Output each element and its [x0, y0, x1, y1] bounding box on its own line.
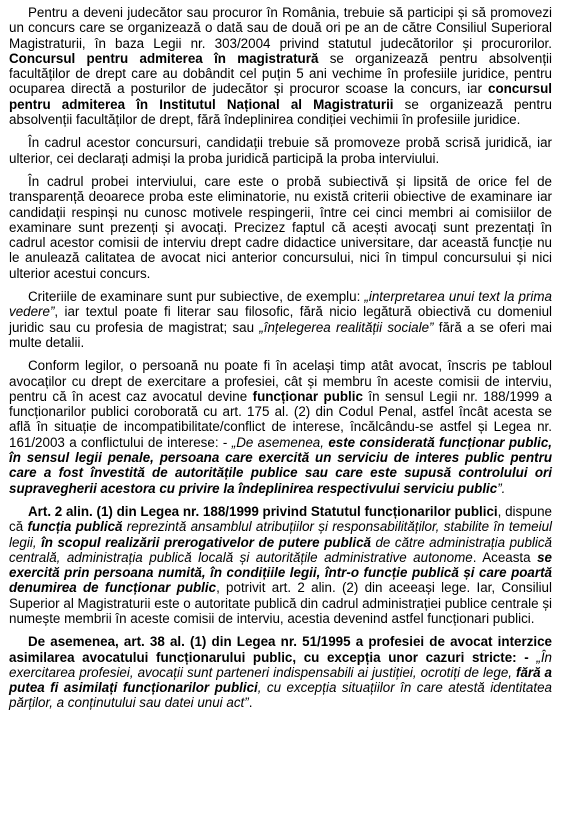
text-run: „interpretarea unui text la prima vedere”	[9, 289, 552, 320]
paragraph-lawyer-incompatibility	[9, 358, 552, 496]
text-run: fără a se oferi mai multe detalii.	[9, 319, 552, 350]
text-run: se exercită prin persoana numită, în condițiile legii, într-o funcție publică și care poartă denumirea de funcționar public	[9, 549, 552, 596]
text-run: ”.	[497, 480, 506, 496]
text-run: Concursul pentru admiterea în magistratură	[9, 50, 319, 66]
text-run: În cadrul acestor concursuri, candidații trebuie să promoveze probă scrisă juridică, iar ulterior, cei declarați admiși la proba juridică participă la proba interviului.	[9, 135, 552, 166]
paragraph-lawyer-profession-law	[9, 634, 552, 710]
text-run: Conform legilor, o persoană nu poate fi în același timp atât avocat, înscris pe tabloul avocaților cu drept de exercitare a profesiei, cât și membru în aceste comisii de interviu, pentru că în acest caz avocatul devine	[9, 358, 552, 404]
paragraph-exam-criteria	[9, 289, 552, 350]
text-run: Criteriile de examinare sunt pur subiective, de exemplu:	[28, 289, 365, 305]
text-run: „înțelegerea realității sociale”	[259, 319, 434, 335]
paragraph-interview-commission	[9, 174, 552, 281]
text-run: reprezintă ansamblul atribuțiilor și responsabilităților, stabilite în temeiul legii,	[9, 519, 552, 550]
text-run: fără a putea fi asimilați funcționarilor publici	[9, 664, 552, 696]
text-run: „De asemenea,	[231, 434, 329, 450]
text-run: De asemenea, art. 38 al. (1) din Legea nr. 51/1995 a profesiei de avocat interzice asimilarea avocatului funcționarului public, cu excepția unor cazuri stricte: -	[9, 634, 552, 665]
text-run: funcția publică	[27, 519, 123, 535]
text-run: , potrivit art. 2 alin. (2) din aceeași lege. Iar, Consiliul Superior al Magistraturii este o autoritate publică din cadrul administrației publice centrale și numește membrii în aceste comisii de interviu, acestia devenind astfel funcționari publici.	[9, 580, 552, 626]
text-run: se organizează pentru absolvenții facultăților de drept, fără îndeplinirea condiției vechimii în profesiile juridice.	[9, 96, 552, 128]
text-run: de către administrația publică centrală, administrația publică locală și autoritățile administrative autonome	[9, 534, 553, 565]
text-run: , dispune că	[9, 503, 552, 535]
text-run: concursul pentru admiterea în Institutul Național al Magistraturii	[9, 81, 552, 112]
paragraph-public-function-law	[9, 504, 552, 626]
text-run: , cu excepția situațiilor în care atestă identitatea părților, a conținutului sau datei unui act”	[9, 680, 552, 711]
text-run: „În exercitarea profesiei, avocații sunt parteneri indispensabili ai justiției, ocrotiți de lege,	[9, 649, 552, 680]
text-run: în sensul Legii nr. 188/1999 a funcționarilor publici coroborată cu art. 175 al. (2) din Codul Penal, astfel încât acesta se află în situație de incompatibilitate/conflict de interese, încălcându-se astfel și Legea nr. 161/2003 a conflictului de interese: -	[9, 388, 553, 450]
paragraph-magistracy-admission	[9, 5, 552, 127]
text-run: , iar textul poate fi literar sau filosofic, fără nicio legătură obiectivă cu domeniul juridic sau cu profesia de magistrat; sau	[9, 304, 552, 335]
text-run: este considerată funcționar public, în sensul legii penale, persoana care exercită un serviciu de interes public pentru care a fost învestită de autoritățile publice sau care este supusă controlului ori supravegherii acestora cu privire la îndeplinirea respectivului serviciu public	[9, 434, 552, 496]
text-run: Pentru a deveni judecător sau procuror în România, trebuie să participi și să promovezi un concurs care se organizează o dată sau de două ori pe an de către Consiliul Superioral Magistraturii, în baza Legii nr. 303/2004 privind statutul judecătorilor și procurorilor.	[9, 5, 552, 51]
text-run: se organizează pentru absolvenții facultăților de drept care au dobândit cel puțin 5 ani vechime în profesiile juridice, pentru ocuparea directă a posturilor de judecător și procuror scoase la concurs, iar	[9, 50, 552, 97]
text-run: Art. 2 alin. (1) din Legea nr. 188/1999 privind Statutul funcționarilor publici	[28, 503, 498, 519]
paragraph-exam-stages	[9, 135, 552, 166]
text-run: funcționar public	[252, 388, 363, 404]
text-run: . Aceasta	[472, 549, 538, 565]
text-run: În cadrul probei interviului, care este o probă subiectivă și lipsită de orice fel de transparență deoarece proba este eliminatorie, nu există criterii obiective de examinare iar candidații respinși nu cunosc motivele respingerii, între cei cinci membri ai comisiilor de examinare sunt prezenți și avocați. Precizez faptul că acești avocați sunt prezentați în cadrul acestor comisii de interviu drept cadre didactice universitare, dar această funcție nu le anulează calitatea de avocat nici anterior concursului, nici în timpul concursului și nici ulterior acestui concurs.	[9, 173, 552, 281]
text-run: în scopul realizării prerogativelor de putere publică	[41, 534, 371, 550]
text-run: .	[248, 695, 253, 711]
